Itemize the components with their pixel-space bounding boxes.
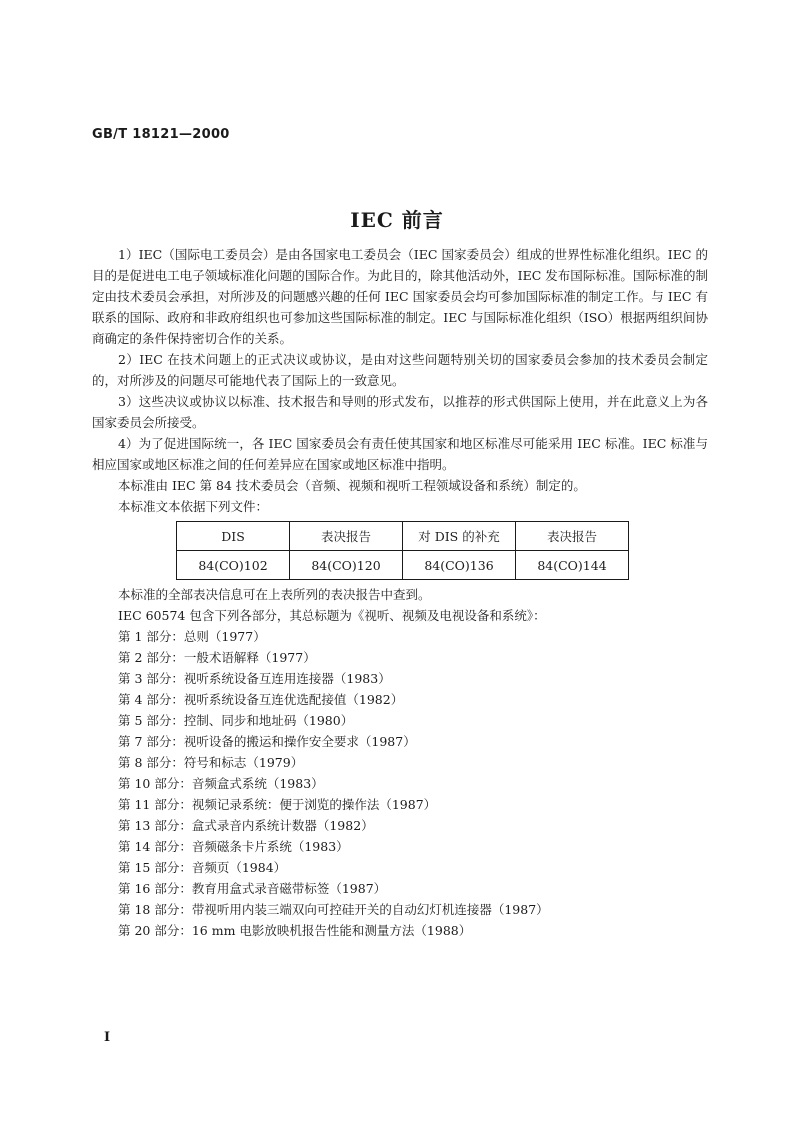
paragraph-3: 3）这些决议或协议以标准、技术报告和导则的形式发布，以推荐的形式供国际上使用，并在此意义上为各国家委员会所接受。 [92, 394, 708, 430]
list-item: 第 2 部分：一般术语解释（1977） [118, 650, 316, 665]
list-item: 第 11 部分：视频记录系统：便于浏览的操作法（1987） [118, 797, 437, 812]
paragraph-2: 2）IEC 在技术问题上的正式决议或协议，是由对这些问题特别关切的国家委员会参加的技术委员会制定的，对所涉及的问题尽可能地代表了国际上的一致意见。 [92, 352, 708, 388]
list-item: 第 20 部分：16 mm 电影放映机报告性能和测量方法（1988） [118, 923, 472, 938]
documents-table [176, 521, 629, 580]
list-item: 第 5 部分：控制、同步和地址码（1980） [118, 713, 354, 728]
list-item: 第 7 部分：视听设备的搬运和操作安全要求（1987） [118, 734, 416, 749]
list-item: 第 4 部分：视听系统设备互连优选配接值（1982） [118, 692, 404, 707]
table-header-cell: 表决报告 [290, 522, 403, 551]
paragraph-4: 4）为了促进国际统一，各 IEC 国家委员会有责任使其国家和地区标准尽可能采用 IEC 标准。IEC 标准与相应国家或地区标准之间的任何差异应在国家或地区标准中指明。 [92, 436, 708, 472]
standard-code: GB/T 18121—2000 [92, 127, 230, 142]
list-item: 第 16 部分：教育用盒式录音磁带标签（1987） [118, 881, 387, 896]
table-header-cell: DIS [177, 522, 290, 551]
list-item: 第 15 部分：音频页（1984） [118, 860, 287, 875]
table-cell: 84(CO)136 [403, 551, 516, 580]
paragraph-6: 本标准文本依据下列文件： [118, 499, 269, 514]
list-item: 第 8 部分：符号和标志（1979） [118, 755, 304, 770]
list-item: 第 13 部分：盒式录音内系统计数器（1982） [118, 818, 374, 833]
table-header-cell: 对 DIS 的补充 [403, 522, 516, 551]
parts-list [92, 626, 708, 941]
table-header-row [177, 522, 629, 551]
paragraph-8: IEC 60574 包含下列各部分，其总标题为《视听、视频及电视设备和系统》： [118, 608, 546, 623]
table-row [177, 551, 629, 580]
document-body [92, 244, 708, 941]
page-title: IEC 前言 [350, 208, 444, 232]
paragraph-7: 本标准的全部表决信息可在上表所列的表决报告中查到。 [118, 587, 431, 602]
paragraph-5: 本标准由 IEC 第 84 技术委员会（音频、视频和视听工程领域设备和系统）制定的。 [118, 478, 586, 493]
table-header-cell: 表决报告 [516, 522, 629, 551]
table-cell: 84(CO)120 [290, 551, 403, 580]
table-cell: 84(CO)144 [516, 551, 629, 580]
list-item: 第 1 部分：总则（1977） [118, 629, 266, 644]
list-item: 第 3 部分：视听系统设备互连用连接器（1983） [118, 671, 391, 686]
table-cell: 84(CO)102 [177, 551, 290, 580]
list-item: 第 18 部分：带视听用内装三端双向可控硅开关的自动幻灯机连接器（1987） [118, 902, 549, 917]
paragraph-1: 1）IEC（国际电工委员会）是由各国家电工委员会（IEC 国家委员会）组成的世界性标准化组织。IEC 的目的是促进电工电子领域标准化问题的国际合作。为此目的，除其他活动外，IEC 发布国际标准。国际标准的制定由技术委员会承担，对所涉及的问题感兴趣的任何 IEC 国家委员会均可参加国际标准的制定工作。与 IEC 有联系的国际、政府和非政府组织也可参加这些国际标准的制定。IEC 与国际标准化组织（ISO）根据两组织间协商确定的条件保持密切合作的关系。 [92, 247, 708, 346]
page-number: I [104, 1030, 111, 1045]
list-item: 第 10 部分：音频盒式系统（1983） [118, 776, 324, 791]
list-item: 第 14 部分：音频磁条卡片系统（1983） [118, 839, 349, 854]
